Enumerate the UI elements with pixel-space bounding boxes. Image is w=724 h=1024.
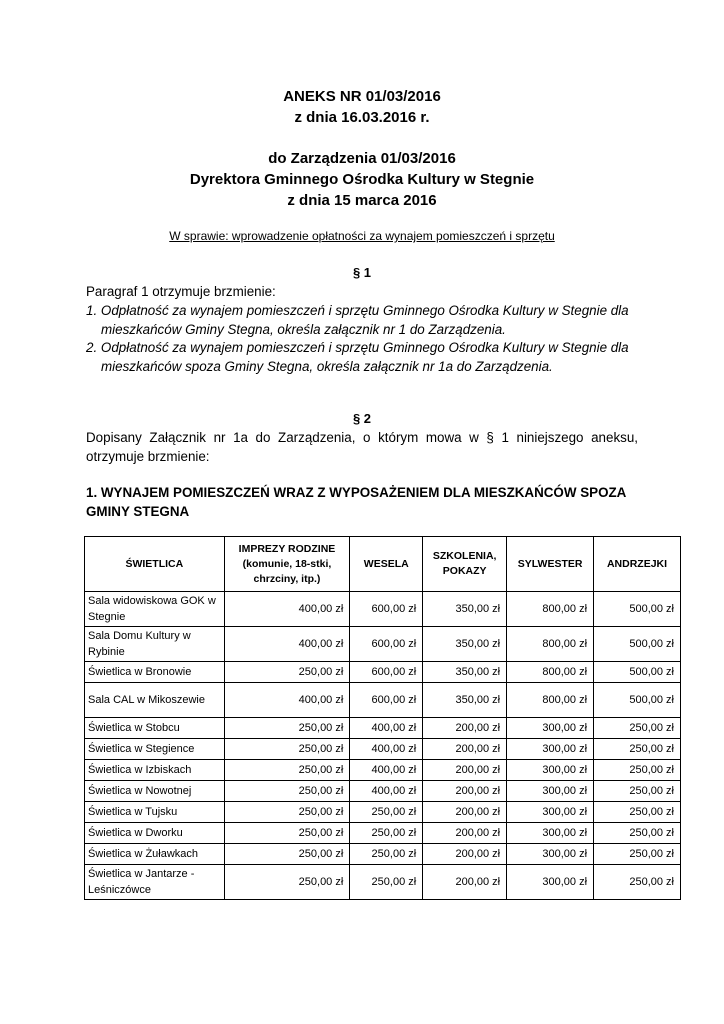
table-row xyxy=(85,865,681,900)
hall-name-cell: Sala widowiskowa GOK w Stegnie xyxy=(85,592,225,627)
paragraph-2-sign: § 2 xyxy=(352,411,372,426)
price-cell-trainings: 200,00 zł xyxy=(423,865,507,900)
list-item-text-cont: mieszkańców Gminy Stegna, określa załącznik nr 1 do Zarządzenia. xyxy=(101,321,506,337)
price-cell-family-events: 250,00 zł xyxy=(224,718,350,739)
list-item xyxy=(86,339,646,376)
price-cell-family-events: 250,00 zł xyxy=(224,739,350,760)
hall-name-cell: Świetlica w Nowotnej xyxy=(85,781,225,802)
hall-name-cell: Świetlica w Tujsku xyxy=(85,802,225,823)
table-row xyxy=(85,844,681,865)
price-cell-andrzejki: 250,00 zł xyxy=(594,781,681,802)
list-item-text: Odpłatność za wynajem pomieszczeń i sprzętu Gminnego Ośrodka Kultury w Stegnie dla xyxy=(100,303,629,318)
hall-name-cell: Świetlica w Bronowie xyxy=(85,662,225,683)
price-cell-new-year: 300,00 zł xyxy=(507,760,594,781)
table-row xyxy=(85,627,681,662)
column-header-trainings: SZKOLENIA, POKAZY xyxy=(423,537,507,592)
annex-number: ANEKS NR 01/03/2016 xyxy=(283,88,441,105)
hall-name-cell: Sala CAL w Mikoszewie xyxy=(85,683,225,718)
price-cell-andrzejki: 250,00 zł xyxy=(594,823,681,844)
price-cell-trainings: 350,00 zł xyxy=(423,627,507,662)
price-cell-andrzejki: 250,00 zł xyxy=(594,739,681,760)
price-cell-trainings: 200,00 zł xyxy=(423,739,507,760)
price-cell-new-year: 300,00 zł xyxy=(507,718,594,739)
table-row xyxy=(85,718,681,739)
price-cell-family-events: 400,00 zł xyxy=(224,592,350,627)
price-cell-weddings: 600,00 zł xyxy=(350,627,423,662)
list-item-text-cont: mieszkańców spoza Gminy Stegna, określa załącznik nr 1a do Zarządzenia. xyxy=(101,358,553,374)
table-row xyxy=(85,592,681,627)
price-cell-andrzejki: 250,00 zł xyxy=(594,844,681,865)
list-item-text: Odpłatność za wynajem pomieszczeń i sprzętu Gminnego Ośrodka Kultury w Stegnie dla xyxy=(100,340,629,355)
column-header-weddings: WESELA xyxy=(350,537,423,592)
list-item xyxy=(86,302,646,339)
price-cell-new-year: 300,00 zł xyxy=(507,739,594,760)
order-issuer: Dyrektora Gminnego Ośrodka Kultury w Stegnie xyxy=(189,171,535,188)
order-number: do Zarządzenia 01/03/2016 xyxy=(268,150,456,167)
hall-name-cell: Świetlica w Żuławkach xyxy=(85,844,225,865)
price-cell-new-year: 800,00 zł xyxy=(507,592,594,627)
price-cell-andrzejki: 250,00 zł xyxy=(594,718,681,739)
price-cell-andrzejki: 500,00 zł xyxy=(594,627,681,662)
price-cell-trainings: 350,00 zł xyxy=(423,662,507,683)
paragraph-2-intro: Dopisany Załącznik nr 1a do Zarządzenia, o którym mowa w § 1 niniejszego aneksu, otrzymuje brzmienie: xyxy=(86,430,638,464)
annex-title xyxy=(0,86,724,128)
list-item-number: 2. xyxy=(86,340,98,355)
price-cell-trainings: 200,00 zł xyxy=(423,802,507,823)
price-cell-new-year: 300,00 zł xyxy=(507,781,594,802)
price-cell-weddings: 400,00 zł xyxy=(350,718,423,739)
price-cell-trainings: 200,00 zł xyxy=(423,760,507,781)
price-cell-trainings: 200,00 zł xyxy=(423,823,507,844)
hall-name-cell: Świetlica w Jantarze - Leśniczówce xyxy=(85,865,225,900)
paragraph-1-intro: Paragraf 1 otrzymuje brzmienie: xyxy=(86,284,276,299)
price-cell-andrzejki: 500,00 zł xyxy=(594,662,681,683)
price-cell-weddings: 250,00 zł xyxy=(350,823,423,844)
column-header-family-events: IMPREZY RODZINE (komunie, 18-stki, chrzciny, itp.) xyxy=(224,537,350,592)
hall-name-cell: Świetlica w Stegience xyxy=(85,739,225,760)
price-cell-family-events: 250,00 zł xyxy=(224,844,350,865)
price-cell-new-year: 300,00 zł xyxy=(507,823,594,844)
price-cell-andrzejki: 500,00 zł xyxy=(594,683,681,718)
table-row xyxy=(85,823,681,844)
price-cell-weddings: 250,00 zł xyxy=(350,865,423,900)
order-reference xyxy=(0,148,724,211)
hall-name-cell: Świetlica w Izbiskach xyxy=(85,760,225,781)
column-header-andrzejki: ANDRZEJKI xyxy=(594,537,681,592)
price-cell-family-events: 250,00 zł xyxy=(224,823,350,844)
paragraph-1-sign: § 1 xyxy=(352,265,372,280)
table-row xyxy=(85,662,681,683)
annex-date: z dnia 16.03.2016 r. xyxy=(294,109,430,126)
price-cell-family-events: 250,00 zł xyxy=(224,865,350,900)
price-cell-new-year: 300,00 zł xyxy=(507,844,594,865)
price-cell-new-year: 800,00 zł xyxy=(507,627,594,662)
table-row xyxy=(85,802,681,823)
table-row xyxy=(85,683,681,718)
table-row xyxy=(85,739,681,760)
price-cell-weddings: 250,00 zł xyxy=(350,802,423,823)
price-cell-family-events: 250,00 zł xyxy=(224,760,350,781)
table-row xyxy=(85,760,681,781)
price-cell-andrzejki: 250,00 zł xyxy=(594,802,681,823)
section-heading: 1. WYNAJEM POMIESZCZEŃ WRAZ Z WYPOSAŻENIEM DLA MIESZKAŃCÓW SPOZA GMINY STEGNA xyxy=(86,485,626,519)
hall-name-cell: Świetlica w Stobcu xyxy=(85,718,225,739)
price-table xyxy=(84,536,681,900)
price-cell-weddings: 400,00 zł xyxy=(350,760,423,781)
table-row xyxy=(85,781,681,802)
price-cell-new-year: 300,00 zł xyxy=(507,865,594,900)
price-cell-weddings: 600,00 zł xyxy=(350,662,423,683)
price-cell-weddings: 600,00 zł xyxy=(350,683,423,718)
price-cell-trainings: 200,00 zł xyxy=(423,718,507,739)
price-cell-trainings: 350,00 zł xyxy=(423,592,507,627)
price-cell-family-events: 250,00 zł xyxy=(224,781,350,802)
price-cell-andrzejki: 250,00 zł xyxy=(594,760,681,781)
subject-line: W sprawie: wprowadzenie opłatności za wynajem pomieszczeń i sprzętu xyxy=(169,229,555,243)
price-cell-weddings: 600,00 zł xyxy=(350,592,423,627)
price-cell-family-events: 400,00 zł xyxy=(224,683,350,718)
list-item-number: 1. xyxy=(86,303,98,318)
price-cell-weddings: 400,00 zł xyxy=(350,781,423,802)
price-cell-trainings: 200,00 zł xyxy=(423,844,507,865)
price-cell-trainings: 350,00 zł xyxy=(423,683,507,718)
price-cell-weddings: 250,00 zł xyxy=(350,844,423,865)
price-cell-new-year: 800,00 zł xyxy=(507,662,594,683)
hall-name-cell: Sala Domu Kultury w Rybinie xyxy=(85,627,225,662)
price-cell-family-events: 250,00 zł xyxy=(224,802,350,823)
column-header-new-year: SYLWESTER xyxy=(507,537,594,592)
table-header-row xyxy=(85,537,681,592)
price-cell-new-year: 300,00 zł xyxy=(507,802,594,823)
price-cell-weddings: 400,00 zł xyxy=(350,739,423,760)
hall-name-cell: Świetlica w Dworku xyxy=(85,823,225,844)
price-cell-andrzejki: 250,00 zł xyxy=(594,865,681,900)
price-cell-family-events: 400,00 zł xyxy=(224,627,350,662)
price-cell-family-events: 250,00 zł xyxy=(224,662,350,683)
price-cell-andrzejki: 500,00 zł xyxy=(594,592,681,627)
order-date: z dnia 15 marca 2016 xyxy=(287,192,437,209)
price-cell-trainings: 200,00 zł xyxy=(423,781,507,802)
price-cell-new-year: 800,00 zł xyxy=(507,683,594,718)
column-header-hall: ŚWIETLICA xyxy=(85,537,225,592)
